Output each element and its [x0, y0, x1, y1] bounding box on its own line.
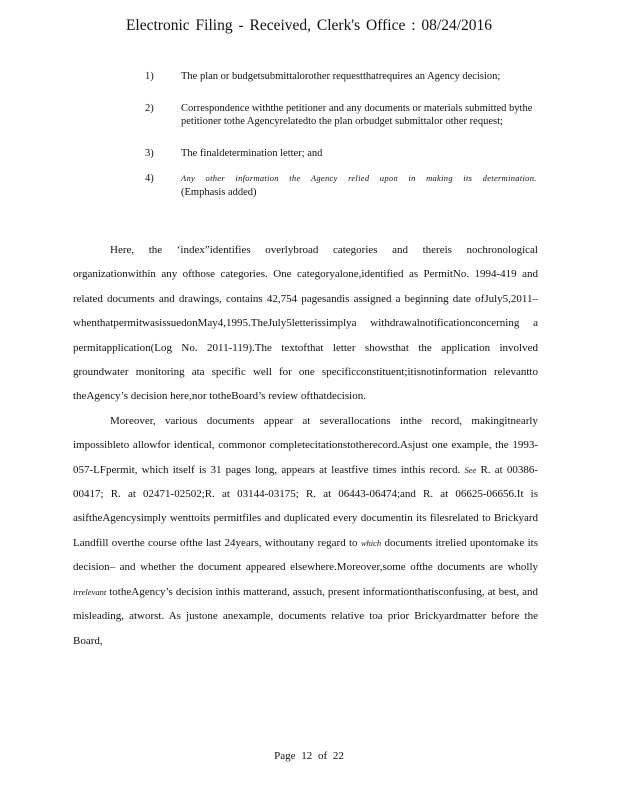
list-item: [145, 70, 545, 84]
citation-signal: See: [464, 464, 477, 475]
list-text: Correspondence withthe petitioner and any documents or materials submitted bythe petitioner tothe Agencyrelatedto the plan orbudget submittalor other request;: [181, 102, 533, 127]
list-item: [145, 102, 545, 129]
list-number: 3): [145, 147, 154, 159]
body-text: [73, 238, 538, 653]
list-item: [145, 147, 545, 161]
paragraph: Here, the ‘index”identifies overlybroad categories and thereis nochronological organizationwithin any ofthose categories. One categoryalone,identified as PermitNo. 1994-419 and related documents and drawings, contains 42,754 pagesandis assigned a beginning date ofJuly5,2011–whenthatpermitwasissuedonMay4,1995.TheJuly5letterissimplya withdrawalnotificationconcerning a permitapplication(Log No. 2011-119).The textofthat letter showsthat the application involved groundwater monitoring ata specific well for one specificconstituent;itisnotinformation relevantto theAgency’s decision here,nor totheBoard’s review ofthatdecision.: [73, 244, 538, 403]
list-number: 1): [145, 71, 154, 82]
paragraph-text: documents itrelied upontomake its decision– and whether the document appeared elsewhere.Moreover,some ofthe documents are wholly: [73, 536, 538, 574]
list-text: The plan or budgetsubmittalorother requestthatrequires an Agency decision;: [181, 71, 501, 82]
emphasized-text: Any other information the Agency relied upon in making its determination.: [181, 173, 537, 183]
emphasis-note: (Emphasis added): [181, 186, 257, 198]
list-item: [145, 172, 545, 199]
requirements-list: [145, 70, 545, 199]
page-number: Page 12 of 22: [274, 750, 344, 762]
list-text: The finaldetermination letter; and: [181, 147, 323, 159]
list-number: 2): [145, 102, 154, 114]
emphasized-word: which: [360, 537, 382, 548]
paragraph-text: Moreover, various documents appear at severallocations inthe record, makingitnearly impossibleto allowfor identical, commonor completecitationstotherecord.Asjust one example, the 1993-057-LFpermit, which itself is 31 pages long, appears at leastfive times inthis record.: [73, 414, 538, 476]
emphasized-word: irrelevant: [73, 586, 107, 597]
paragraph-text: totheAgency’s decision inthis matterand, assuch, present informationthatisconfusing, at best, and misleading, atworst. As justone anexample, documents relative toa prior Brickyardmatter before the Board,: [73, 585, 539, 647]
list-text: [181, 172, 537, 199]
paragraph-text: R. at 00386-00417; R. at 02471-02502;R. at 03144-03175; R. at 06443-06474;and R. at 06625-06656.It is asiftheAgencysimply wenttoits permitfiles and duplicated every documentin its filesrelated to Brickyard Landfill overthe course ofthe last 24years, withoutany regard to: [73, 463, 539, 549]
filing-header: Electronic Filing - Received, Clerk's Office : 08/24/2016: [125, 17, 493, 34]
paragraph: [73, 409, 538, 653]
list-number: 4): [145, 173, 154, 184]
